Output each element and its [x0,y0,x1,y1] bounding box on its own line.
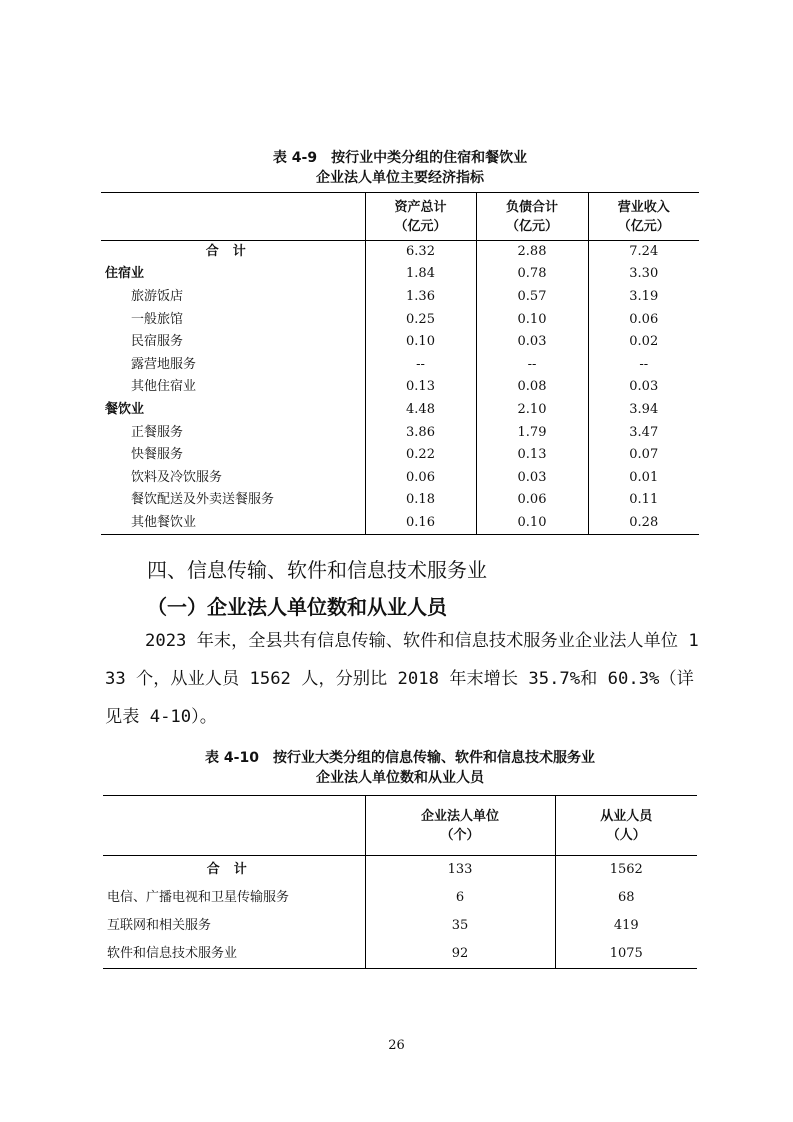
table-row [101,331,699,354]
table2-header-row [103,796,697,856]
cell-value: 0.16 [365,512,476,535]
row-label: 餐饮配送及外卖送餐服务 [131,492,275,508]
cell-value: 2.88 [476,241,588,264]
cell-value: 3.30 [588,263,699,286]
table1-header-row [101,193,699,241]
cell-value: -- [365,353,476,376]
row-label: 饮料及冷饮服务 [131,469,223,485]
table1-header-assets: 资产总计 （亿元） [365,193,476,241]
table-row [101,286,699,309]
table-row [103,856,697,885]
cell-value: 0.06 [588,308,699,331]
table-row [101,421,699,444]
section-subheading: （一）企业法人单位数和从业人员 [147,595,447,619]
cell-value: -- [588,353,699,376]
table-row [101,241,699,264]
cell-value: 0.22 [365,444,476,467]
cell-value: 1.36 [365,286,476,309]
table-row [103,940,697,969]
cell-value: 3.86 [365,421,476,444]
cell-value: 0.06 [365,466,476,489]
table-row [101,512,699,535]
table-row [101,376,699,399]
cell-value: 0.08 [476,376,588,399]
section-paragraph: 2023 年末，全县共有信息传输、软件和信息技术服务业企业法人单位 133 个，从业人员 1562 人，分别比 2018 年末增长 35.7%和 60.3%（详见表 4-10）。 [105,631,699,727]
table2-header-employees: 从业人员 （人） [555,796,697,856]
cell-value: 0.25 [365,308,476,331]
row-label: 旅游饭店 [131,288,184,304]
table-row [103,912,697,940]
table2 [103,795,697,969]
cell-value: -- [476,353,588,376]
table2-header-blank [103,796,365,856]
row-label: 餐饮业 [105,401,145,417]
cell-value: 0.01 [588,466,699,489]
cell-value: 0.02 [588,331,699,354]
cell-value: 1.79 [476,421,588,444]
table1-header-blank [101,193,365,241]
cell-value: 0.11 [588,489,699,512]
row-label: 快餐服务 [131,447,184,463]
cell-value: 35 [365,912,555,940]
table2-caption [100,748,700,788]
table2-caption-line1: 按行业大类分组的信息传输、软件和信息技术服务业 [272,750,595,766]
cell-value: 0.10 [476,308,588,331]
table1-caption-line2: 企业法人单位主要经济指标 [316,170,484,186]
cell-value: 0.57 [476,286,588,309]
cell-value: 0.03 [476,466,588,489]
row-label: 其他餐饮业 [131,514,197,530]
cell-value: 4.48 [365,399,476,422]
cell-value: 0.07 [588,444,699,467]
table-row [103,884,697,912]
table-row [101,444,699,467]
cell-value: 92 [365,940,555,969]
cell-value: 0.18 [365,489,476,512]
table-row [101,263,699,286]
row-label: 露营地服务 [131,356,197,372]
cell-value: 1.84 [365,263,476,286]
cell-value: 0.06 [476,489,588,512]
row-label: 电信、广播电视和卫星传输服务 [107,890,290,905]
cell-value: 3.47 [588,421,699,444]
table2-caption-label: 表 4-10 [205,750,259,766]
cell-value: 0.03 [588,376,699,399]
cell-value: 68 [555,884,697,912]
cell-value: 0.78 [476,263,588,286]
cell-value: 0.10 [476,512,588,535]
cell-value: 6.32 [365,241,476,264]
table-row [101,489,699,512]
cell-value: 0.28 [588,512,699,535]
cell-value: 6 [365,884,555,912]
cell-value: 7.24 [588,241,699,264]
cell-value: 0.03 [476,331,588,354]
table-row [101,308,699,331]
cell-value: 133 [365,856,555,885]
cell-value: 1075 [555,940,697,969]
row-label: 其他住宿业 [131,379,197,395]
cell-value: 3.19 [588,286,699,309]
table1-header-liabilities: 负债合计 （亿元） [476,193,588,241]
row-label: 民宿服务 [131,334,184,350]
section-heading: 四、信息传输、软件和信息技术服务业 [147,558,487,582]
cell-value: 419 [555,912,697,940]
table1-header-revenue: 营业收入 （亿元） [588,193,699,241]
table1-caption [100,148,700,188]
cell-value: 0.13 [365,376,476,399]
table-row [101,353,699,376]
table1-caption-line1: 按行业中类分组的住宿和餐饮业 [331,150,528,166]
row-label: 软件和信息技术服务业 [107,946,238,961]
row-label: 合计 [206,862,261,877]
page-number: 26 [388,1038,405,1053]
row-label: 正餐服务 [131,424,184,440]
table1 [101,192,699,535]
table-row [101,399,699,422]
table1-caption-label: 表 4-9 [272,150,318,166]
row-label: 互联网和相关服务 [107,918,212,933]
cell-value: 1562 [555,856,697,885]
cell-value: 3.94 [588,399,699,422]
cell-value: 0.10 [365,331,476,354]
cell-value: 0.13 [476,444,588,467]
table2-caption-line2: 企业法人单位数和从业人员 [316,770,484,786]
row-label: 一般旅馆 [131,311,184,327]
table-row [101,466,699,489]
row-label: 合计 [205,244,260,260]
cell-value: 2.10 [476,399,588,422]
row-label: 住宿业 [105,266,145,282]
table2-header-units: 企业法人单位 （个） [365,796,555,856]
